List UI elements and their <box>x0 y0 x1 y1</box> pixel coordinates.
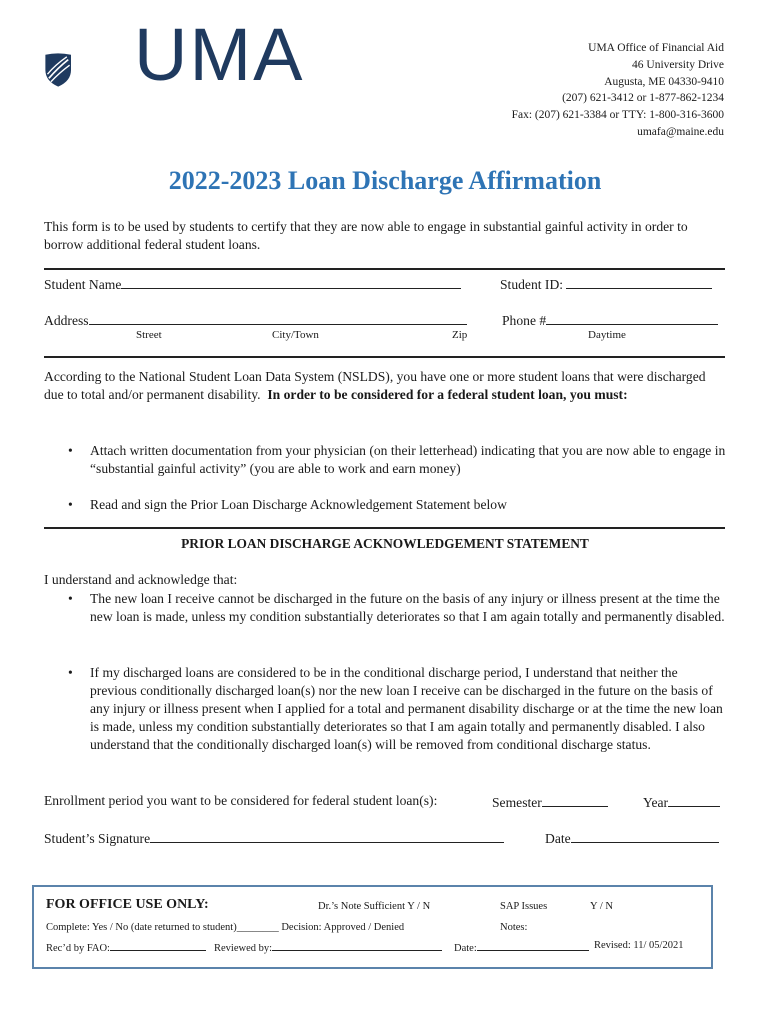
contact-office: UMA Office of Financial Aid <box>588 42 724 54</box>
signature-label: Student’s Signature <box>44 831 151 846</box>
divider <box>44 356 725 358</box>
contact-block <box>512 40 724 141</box>
divider <box>44 527 725 529</box>
contact-fax: Fax: (207) 621-3384 or TTY: 1-800-316-3600 <box>511 109 724 122</box>
street-caption: Street <box>136 329 162 341</box>
student-name-row <box>44 274 461 294</box>
office-heading: FOR OFFICE USE ONLY: <box>46 897 209 912</box>
reviewed-row <box>214 940 442 954</box>
signature-row <box>44 828 504 848</box>
student-id-row <box>500 274 712 294</box>
sap-yn: Y / N <box>590 901 613 912</box>
reviewed-label: Reviewed by: <box>214 943 273 954</box>
nslds-paragraph <box>44 368 727 404</box>
date-field[interactable] <box>571 828 719 843</box>
contact-street: 46 University Drive <box>632 58 724 71</box>
address-label: Address <box>44 313 89 328</box>
requirement-2: Read and sign the Prior Loan Discharge Acknowledgement Statement below <box>90 497 507 512</box>
office-date-field[interactable] <box>477 940 589 951</box>
list-item: • The new loan I receive cannot be discharged in the future on the basis of any injury or illness present at the time the new loan is made, unless my condition substantially deteriorates so that I am again totally and permanently disabled. <box>68 591 725 624</box>
contact-phone: (207) 621-3412 or 1-877-862-1234 <box>562 92 724 105</box>
statement-heading: PRIOR LOAN DISCHARGE ACKNOWLEDGEMENT STATEMENT <box>181 536 589 551</box>
address-row <box>44 310 467 330</box>
phone-label: Phone # <box>502 313 547 328</box>
uma-shield-logo <box>44 20 134 120</box>
notes-label: Notes: <box>500 922 528 933</box>
student-id-label: Student ID: <box>500 277 564 292</box>
complete-line: Complete: Yes / No (date returned to student)________ Decision: Approved / Denied <box>46 922 405 933</box>
statement-item-2: If my discharged loans are considered to be in the conditional discharge period, I understand that neither the previous conditionally discharged loan(s) nor the new loan I receive can be discharged in the future on the basis of any injury or illness present when I applied for a total and permanent disability discharge or at the time the new loan is made, unless my condition substantially deteriorates so that I am again totally and permanently disabled. I also understand that the conditionally discharged loan(s) will be removed from conditional discharge status. <box>90 665 723 752</box>
date-label: Date <box>545 831 571 846</box>
page-title: 2022-2023 Loan Discharge Affirmation <box>168 166 602 195</box>
contact-city: Augusta, ME 04330-9410 <box>604 75 724 88</box>
enrollment-row <box>44 792 437 810</box>
address-field[interactable] <box>89 310 467 325</box>
recd-field[interactable] <box>110 940 206 951</box>
date-row <box>545 828 719 848</box>
requirement-1: Attach written documentation from your physician (on their letterhead) indicating that you are now able to engage in “substantial gainful activity” (you are able to work and earn money) <box>90 443 726 476</box>
semester-label: Semester <box>492 795 542 810</box>
revised-date: Revised: 11/ 05/2021 <box>594 940 684 951</box>
intro-text: This form is to be used by students to certify that they are now able to engage in substantial gainful activity in order to borrow additional federal student loans. <box>44 219 688 252</box>
year-row <box>643 792 720 812</box>
recd-row <box>46 940 206 954</box>
sap-issues: SAP Issues <box>500 901 548 912</box>
office-use-box <box>32 885 713 969</box>
office-date-label: Date: <box>454 943 477 954</box>
year-label: Year <box>643 795 669 810</box>
uma-logo-text: UMA <box>134 13 305 96</box>
student-id-field[interactable] <box>566 274 712 289</box>
statement-item-1: The new loan I receive cannot be discharged in the future on the basis of any injury or illness present at the time the new loan is made, unless my condition substantially deteriorates so that I am again totally and permanently disabled. <box>90 591 725 624</box>
semester-row <box>492 792 608 812</box>
contact-email: umafa@maine.edu <box>637 125 724 138</box>
signature-field[interactable] <box>150 828 504 843</box>
reviewed-field[interactable] <box>272 940 442 951</box>
zip-caption: Zip <box>452 329 468 341</box>
office-date-row <box>454 940 589 954</box>
recd-label: Rec’d by FAO: <box>46 943 110 954</box>
phone-row <box>502 310 718 330</box>
divider <box>44 268 725 270</box>
city-caption: City/Town <box>272 329 319 341</box>
enrollment-label: Enrollment period you want to be considered for federal student loan(s): <box>44 793 438 808</box>
list-item: • If my discharged loans are considered to be in the conditional discharge period, I understand that neither the previous conditionally discharged loan(s) nor the new loan I receive can be discharged in the future on the basis of any injury or illness present when I applied for a total and permanent disability discharge or at the time the new loan is made, unless my condition substantially deteriorates so that I am again totally and permanently disabled. I also understand that the conditionally discharged loan(s) will be removed from conditional discharge status. <box>68 665 723 752</box>
phone-field[interactable] <box>546 310 718 325</box>
daytime-caption: Daytime <box>588 329 626 341</box>
student-name-label: Student Name <box>44 277 122 292</box>
nslds-text: According to the National Student Loan Data System (NSLDS), you have one or more student loans that were discharged due to total and/or permanent disability. <box>44 369 706 402</box>
list-item: • Read and sign the Prior Loan Discharge Acknowledgement Statement below <box>68 497 507 512</box>
year-field[interactable] <box>668 792 720 807</box>
drs-note: Dr.’s Note Sufficient Y / N <box>318 901 431 912</box>
nslds-bold: In order to be considered for a federal student loan, you must: <box>267 387 628 402</box>
student-name-field[interactable] <box>121 274 461 289</box>
statement-lead: I understand and acknowledge that: <box>44 572 238 587</box>
semester-field[interactable] <box>542 792 608 807</box>
list-item: • Attach written documentation from your physician (on their letterhead) indicating that you are now able to engage in “substantial gainful activity” (you are able to work and earn money) <box>68 443 726 476</box>
